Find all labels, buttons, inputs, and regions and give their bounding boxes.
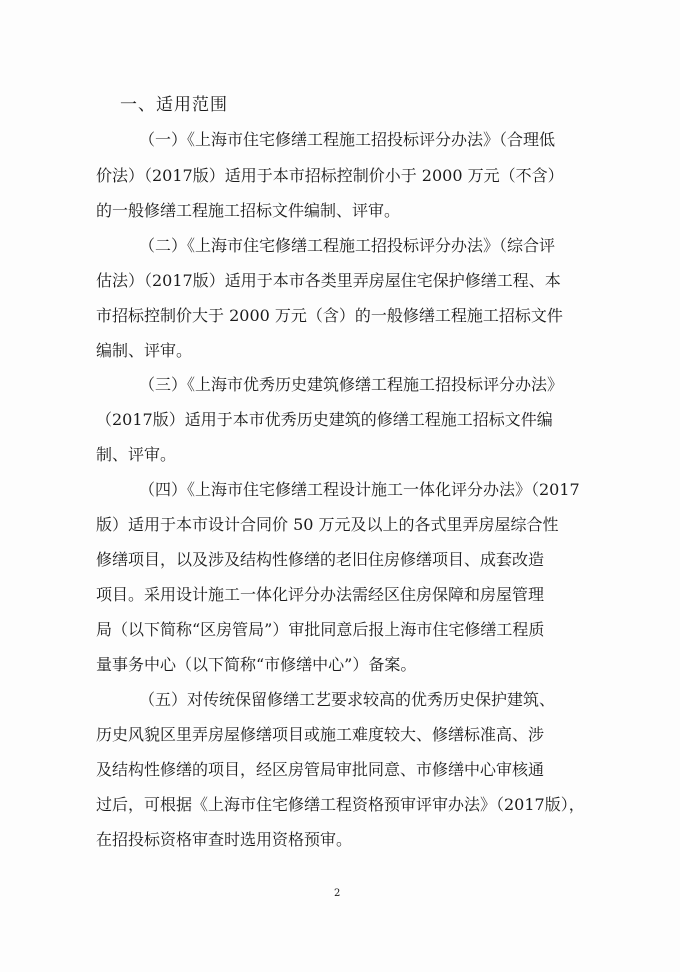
paragraph-2-line-2: 估法）（2017版）适用于本市各类里弄房屋住宅保护修缮工程、本 xyxy=(96,271,561,290)
paragraph-2-line-3: 市招标控制价大于 2000 万元（含）的一般修缮工程施工招标文件 xyxy=(96,306,563,325)
paragraph-4-line-3: 修缮项目，以及涉及结构性修缮的老旧住房修缮项目、成套改造 xyxy=(96,550,545,569)
paragraph-5-line-2: 历史风貌区里弄房屋修缮项目或施工难度较大、修缮标准高、涉 xyxy=(96,725,545,744)
paragraph-1-line-3: 的一般修缮工程施工招标文件编制、评审。 xyxy=(96,201,401,220)
paragraph-4-line-4: 项目。采用设计施工一体化评分办法需经区住房保障和房屋管理 xyxy=(96,585,545,604)
paragraph-5-line-1: （五）对传统保留修缮工艺要求较高的优秀历史保护建筑、 xyxy=(139,690,556,709)
paragraph-5-line-4: 过后，可根据《上海市住宅修缮工程资格预审评审办法》（2017版）， xyxy=(96,795,585,814)
page-number: 2 xyxy=(334,888,341,899)
paragraph-3-line-1: （三）《上海市优秀历史建筑修缮工程施工招投标评分办法》 xyxy=(139,375,564,394)
paragraph-2-line-1: （二）《上海市住宅修缮工程施工招投标评分办法》（综合评 xyxy=(139,236,556,255)
paragraph-1-line-2: 价法）（2017版）适用于本市招标控制价小于 2000 万元（不含） xyxy=(96,166,564,185)
paragraph-4-line-1: （四）《上海市住宅修缮工程设计施工一体化评分办法》（2017 xyxy=(139,480,580,499)
section-heading: 一、适用范围 xyxy=(120,95,228,115)
paragraph-5-line-3: 及结构性修缮的项目，经区房管局审批同意、市修缮中心审核通 xyxy=(96,760,545,779)
paragraph-3-line-3: 制、评审。 xyxy=(96,445,177,464)
paragraph-4-line-6: 量事务中心（以下简称“市修缮中心”）备案。 xyxy=(96,655,417,674)
paragraph-4-line-2: 版）适用于本市设计合同价 50 万元及以上的各式里弄房屋综合性 xyxy=(96,515,559,534)
paragraph-4-line-5: 局（以下简称“区房管局”）审批同意后报上海市住宅修缮工程质 xyxy=(96,620,545,639)
paragraph-5-line-5: 在招投标资格审查时选用资格预审。 xyxy=(96,830,353,849)
paragraph-3-line-2: （2017版）适用于本市优秀历史建筑的修缮工程施工招标文件编 xyxy=(96,410,553,429)
paragraph-1-line-1: （一）《上海市住宅修缮工程施工招投标评分办法》（合理低 xyxy=(139,130,556,149)
paragraph-2-line-4: 编制、评审。 xyxy=(96,341,193,360)
